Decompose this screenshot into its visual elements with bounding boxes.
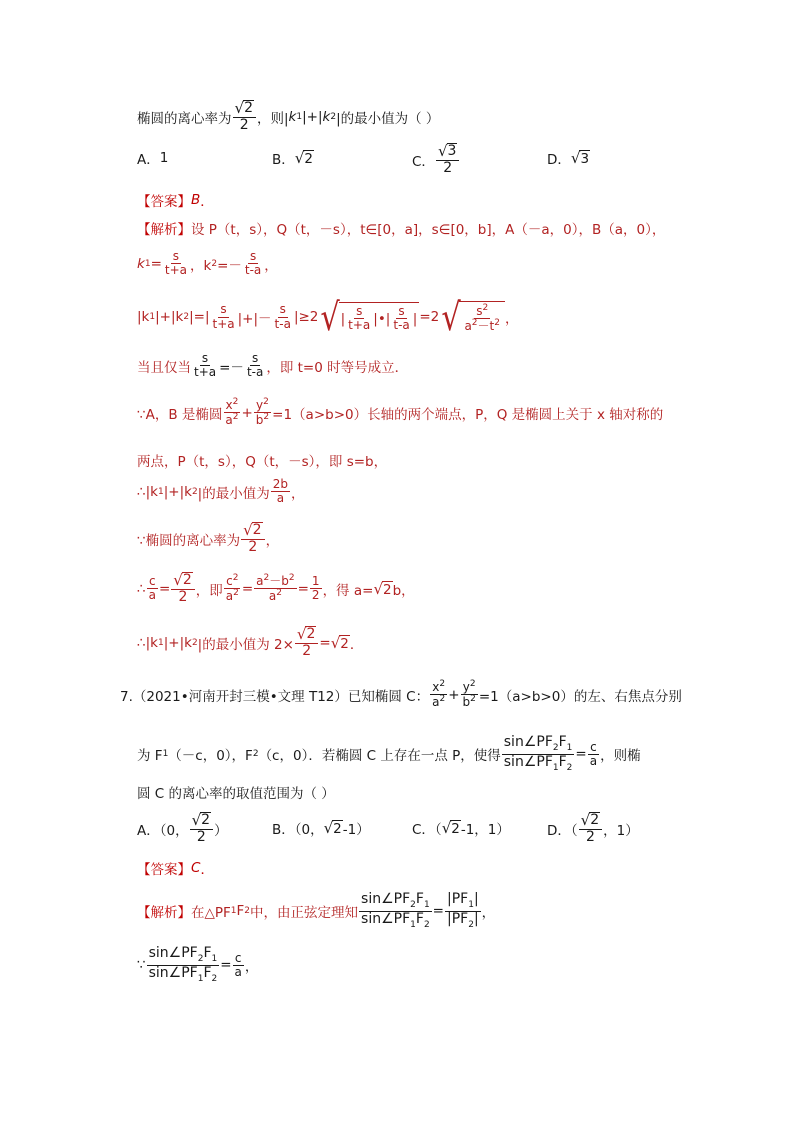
q7-option-d: D．（ √ 2 2 ，1）: [547, 811, 639, 846]
q6-stem: 椭圆的离心率为 √ 2 2 ，则| k 1 |+| k 2 |的最小值为（ ）: [137, 99, 440, 134]
q7-option-b: B．（0， √ 2 -1）: [272, 819, 370, 838]
q6-sol-line6: 两点，P（t，s），Q（t，－s），即 s=b，: [137, 454, 388, 470]
sine-ratio-fraction: $\frac{\sin\angle PF_2F_1}{\sin\angle PF_1F_2}$: [503, 734, 573, 773]
q6-sol-line1: 【解析】 设 P（t，s），Q（t，－s），t∈[0，a]，s∈[0，b]，A（－a，0），B（a，0），: [137, 222, 666, 238]
q7-option-a: A．（0， √ 2 2 ）: [137, 811, 228, 846]
q6-option-a: A． 1: [137, 150, 169, 168]
q6-option-b: B． √ 2: [272, 149, 313, 168]
q6-sol-line2: k 1 = $\frac{s}{t+a}$ ，k 2 =－ $\frac{s}{t-a}$ ，: [137, 249, 278, 278]
q6-sol-line8: ∵椭圆的离心率为 √ 2 2 ，: [137, 521, 280, 556]
q6-sol-line5: ∵A，B 是椭圆 $\frac{x^2}{a^2}$ + $\frac{y^2}{b^2}$ =1（a>b>0）长轴的两个端点，P，Q 是椭圆上关于 x 轴对称的: [137, 397, 664, 428]
q6-sol-line3: |k 1 |+|k 2 |=| $\frac{s}{t+a}$ |+|－ $\frac{s}{t-a}$ |≥2 √ | $\frac{s}{t+a}$ |•| $\frac{s}{t-a}$ | =2 √ $\frac{s^2}{a^2-t^2}$ ，: [137, 295, 519, 339]
q6-sol-line4: 当且仅当 $\frac{s}{t+a}$ =－ $\frac{s}{t-a}$ ，即 t=0 时等号成立．: [137, 351, 409, 380]
q6-sol-line7: ∴|k 1 |+|k 2 |的最小值为 $\frac{2b}{a}$ ，: [137, 477, 305, 506]
q6-sol-line9: ∴ $\frac{c}{a}$ = √ 2 2 ，即 $\frac{c^2}{a^2}$ = $\frac{a^2-b^2}{a^2}$ = $\frac{1}{2}$ ，得 a= √ 2 b，: [137, 571, 415, 606]
q7-stem-line2: 为 F 1 （－c，0），F 2 （c，0）．若椭圆 C 上存在一点 P，使得 $\frac{\sin\angle PF_2F_1}{\sin\angle PF_1F_2}$ = $\frac{c}{a}$ ，则椭: [137, 734, 641, 773]
q6-option-c: C． √ 3 2: [412, 143, 460, 177]
q7-answer: 【答案】 C ．: [137, 860, 214, 878]
q7-sol-line2: ∵ $\frac{\sin\angle PF_2F_1}{\sin\angle PF_1F_2}$ = $\frac{c}{a}$ ，: [137, 945, 259, 984]
q7-option-c: C．（ √ 2 -1，1）: [412, 819, 510, 838]
q6-option-d: D． √ 3: [547, 149, 590, 168]
q7-stem-line3: 圆 C 的离心率的取值范围为（ ）: [137, 786, 335, 802]
q7-stem-line1: 7.（2021•河南开封三模•文理 T12）已知椭圆 C： $\frac{x^2}{a^2}$ + $\frac{y^2}{b^2}$ =1（a>b>0）的左、右焦点分别: [120, 679, 682, 710]
q6-answer: 【答案】 B ．: [137, 192, 214, 210]
ecc-fraction: √ 2 2: [233, 100, 256, 134]
q7-sol-line1: 【解析】 在△PF 1 F 2 中，由正弦定理知 $\frac{\sin\angle PF_2F_1}{\sin\angle PF_1F_2}$ = $\frac{|PF_1|}{|PF_2|}$ ，: [137, 891, 496, 930]
q6-sol-line10: ∴|k 1 |+|k 2 |的最小值为 2× √ 2 2 = √ 2 ．: [137, 625, 364, 660]
q6-stem-text: 椭圆的离心率为: [137, 110, 232, 127]
